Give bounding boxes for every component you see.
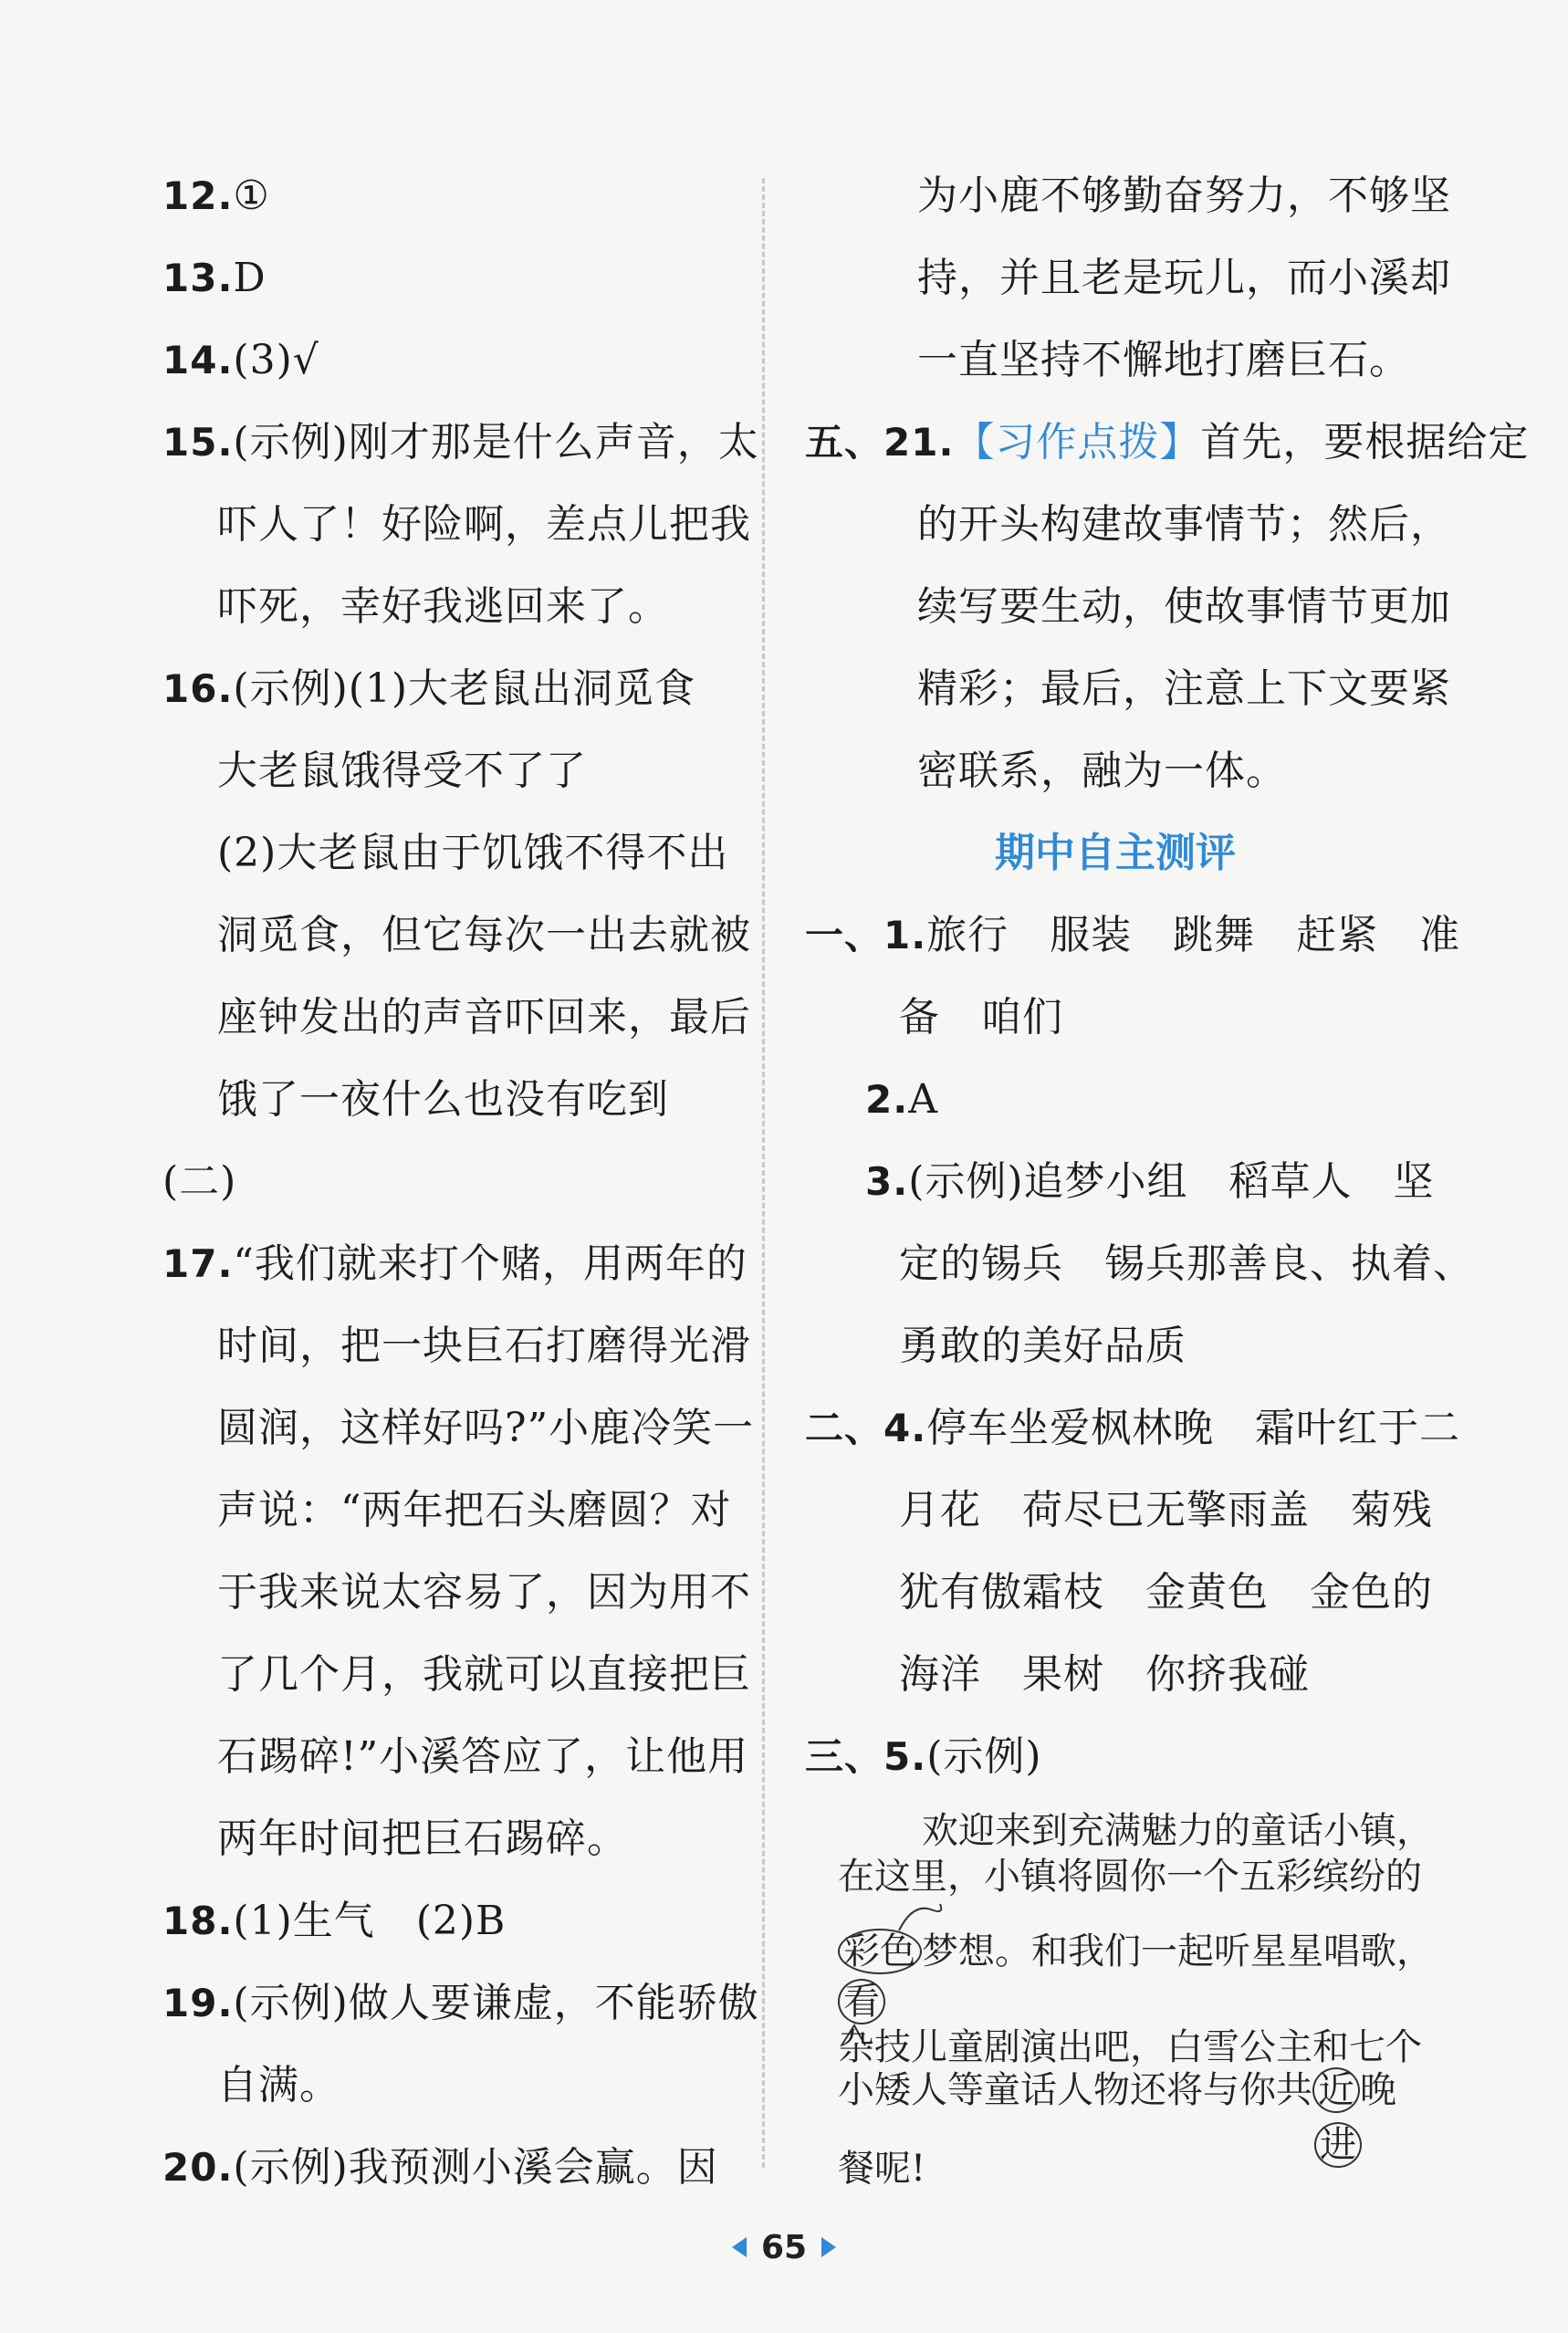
answer-20: 20.(示例)我预测小溪会赢。因: [162, 2144, 718, 2191]
inserted-word: 看: [838, 1976, 885, 2027]
answer-15: 15.(示例)刚才那是什么声音，太: [162, 419, 759, 466]
section-heading: 期中自主测评: [995, 830, 1236, 876]
answer-1: 一、1.旅行 服装 跳舞 赶紧 准: [805, 912, 1461, 958]
answer-16-line: 洞觅食，但它每次一出去就被: [217, 912, 751, 958]
answer-19-line: 自满。: [217, 2062, 340, 2108]
passage-line: 小矮人等童话人物还将与你共 近 晚: [838, 2069, 1396, 2111]
answer-17-line: 两年时间把巨石踢碎。: [217, 1815, 628, 1862]
passage-line: 欢迎来到充满魅力的童话小镇，: [922, 1810, 1433, 1852]
answer-3: 3.(示例)追梦小组 稻草人 坚: [865, 1158, 1435, 1205]
passage-line: 彩色 梦想。和我们一起听星星唱歌，: [838, 1926, 1433, 1977]
passage-line: 杂技儿童剧演出吧，白雪公主和七个: [838, 2026, 1422, 2068]
answer-5: 三、5.(示例): [805, 1733, 1042, 1780]
answer-3-line: 勇敢的美好品质: [899, 1323, 1186, 1369]
answer-15-line: 吓人了！好险啊，差点儿把我: [217, 501, 751, 548]
passage-line: 餐呢!: [838, 2148, 926, 2190]
answer-21-line: 的开头构建故事情节；然后，: [917, 501, 1451, 548]
prev-arrow-icon: [732, 2237, 747, 2257]
answer-16-line: 大老鼠饿得受不了了: [217, 748, 587, 794]
answer-17-line: 圆润，这样好吗?”小鹿冷笑一: [217, 1405, 755, 1451]
answer-21-line: 精彩；最后，注意上下文要紧: [917, 665, 1451, 712]
answer-16: 16.(示例)(1)大老鼠出洞觅食: [162, 665, 696, 712]
answer-18: 18.(1)生气 (2)B: [162, 1898, 507, 1944]
section-label: (二): [162, 1158, 237, 1205]
answer-17-line: 声说：“两年把石头磨圆？对: [217, 1487, 732, 1533]
answer-2: 2.A: [865, 1076, 938, 1123]
answer-20-line: 为小鹿不够勤奋努力，不够坚: [917, 173, 1451, 219]
answer-16-line: 座钟发出的声音吓回来，最后: [217, 994, 751, 1041]
answer-17-line: 了几个月，我就可以直接把巨: [217, 1651, 751, 1698]
answer-21-line: 续写要生动，使故事情节更加: [917, 583, 1451, 630]
column-divider: [762, 178, 765, 2168]
answer-17-line: 时间，把一块巨石打磨得光滑: [217, 1323, 751, 1369]
answer-20-line: 一直坚持不懈地打磨巨石。: [917, 337, 1410, 383]
passage-line: 在这里，小镇将圆你一个五彩缤纷的: [838, 1856, 1422, 1898]
answer-4-line: 犹有傲霜枝 金黄色 金色的: [899, 1569, 1433, 1616]
answer-17: 17.“我们就来打个赌，用两年的: [162, 1240, 747, 1287]
answer-4: 二、4.停车坐爱枫林晚 霜叶红于二: [805, 1405, 1461, 1451]
answer-15-line: 吓死，幸好我逃回来了。: [217, 583, 669, 630]
next-arrow-icon: [821, 2237, 836, 2257]
answer-4-line: 海洋 果树 你挤我碰: [899, 1651, 1310, 1698]
answer-16-line: 饿了一夜什么也没有吃到: [217, 1076, 669, 1123]
correction-word: 进: [1314, 2119, 1362, 2171]
circled-word: 彩色: [838, 1929, 922, 1974]
answer-17-line: 石踢碎!”小溪答应了，让他用: [217, 1733, 749, 1780]
answer-14: 14.(3)√: [162, 337, 319, 383]
page-footer: [0, 2220, 1568, 2275]
answer-12: 12.①: [162, 173, 270, 219]
answer-19: 19.(示例)做人要谦虚，不能骄傲: [162, 1980, 759, 2026]
page-number: 65: [760, 2228, 808, 2266]
answer-16-line: (2)大老鼠由于饥饿不得不出: [217, 830, 729, 876]
answer-1-line: 备 咱们: [899, 994, 1063, 1041]
writing-tip-tag: 【习作点拨】: [954, 419, 1201, 466]
answer-3-line: 定的锡兵 锡兵那善良、执着、: [899, 1240, 1474, 1287]
answer-21-line: 密联系，融为一体。: [917, 748, 1287, 794]
answer-17-line: 于我来说太容易了，因为用不: [217, 1569, 751, 1616]
answer-4-line: 月花 荷尽已无擎雨盖 菊残: [899, 1487, 1433, 1533]
answer-13: 13.D: [162, 255, 267, 301]
circled-word: 近: [1312, 2067, 1360, 2113]
answer-20-line: 持，并且老是玩儿，而小溪却: [917, 255, 1451, 301]
answer-21: 五、21.【习作点拨】首先，要根据给定: [805, 419, 1530, 466]
